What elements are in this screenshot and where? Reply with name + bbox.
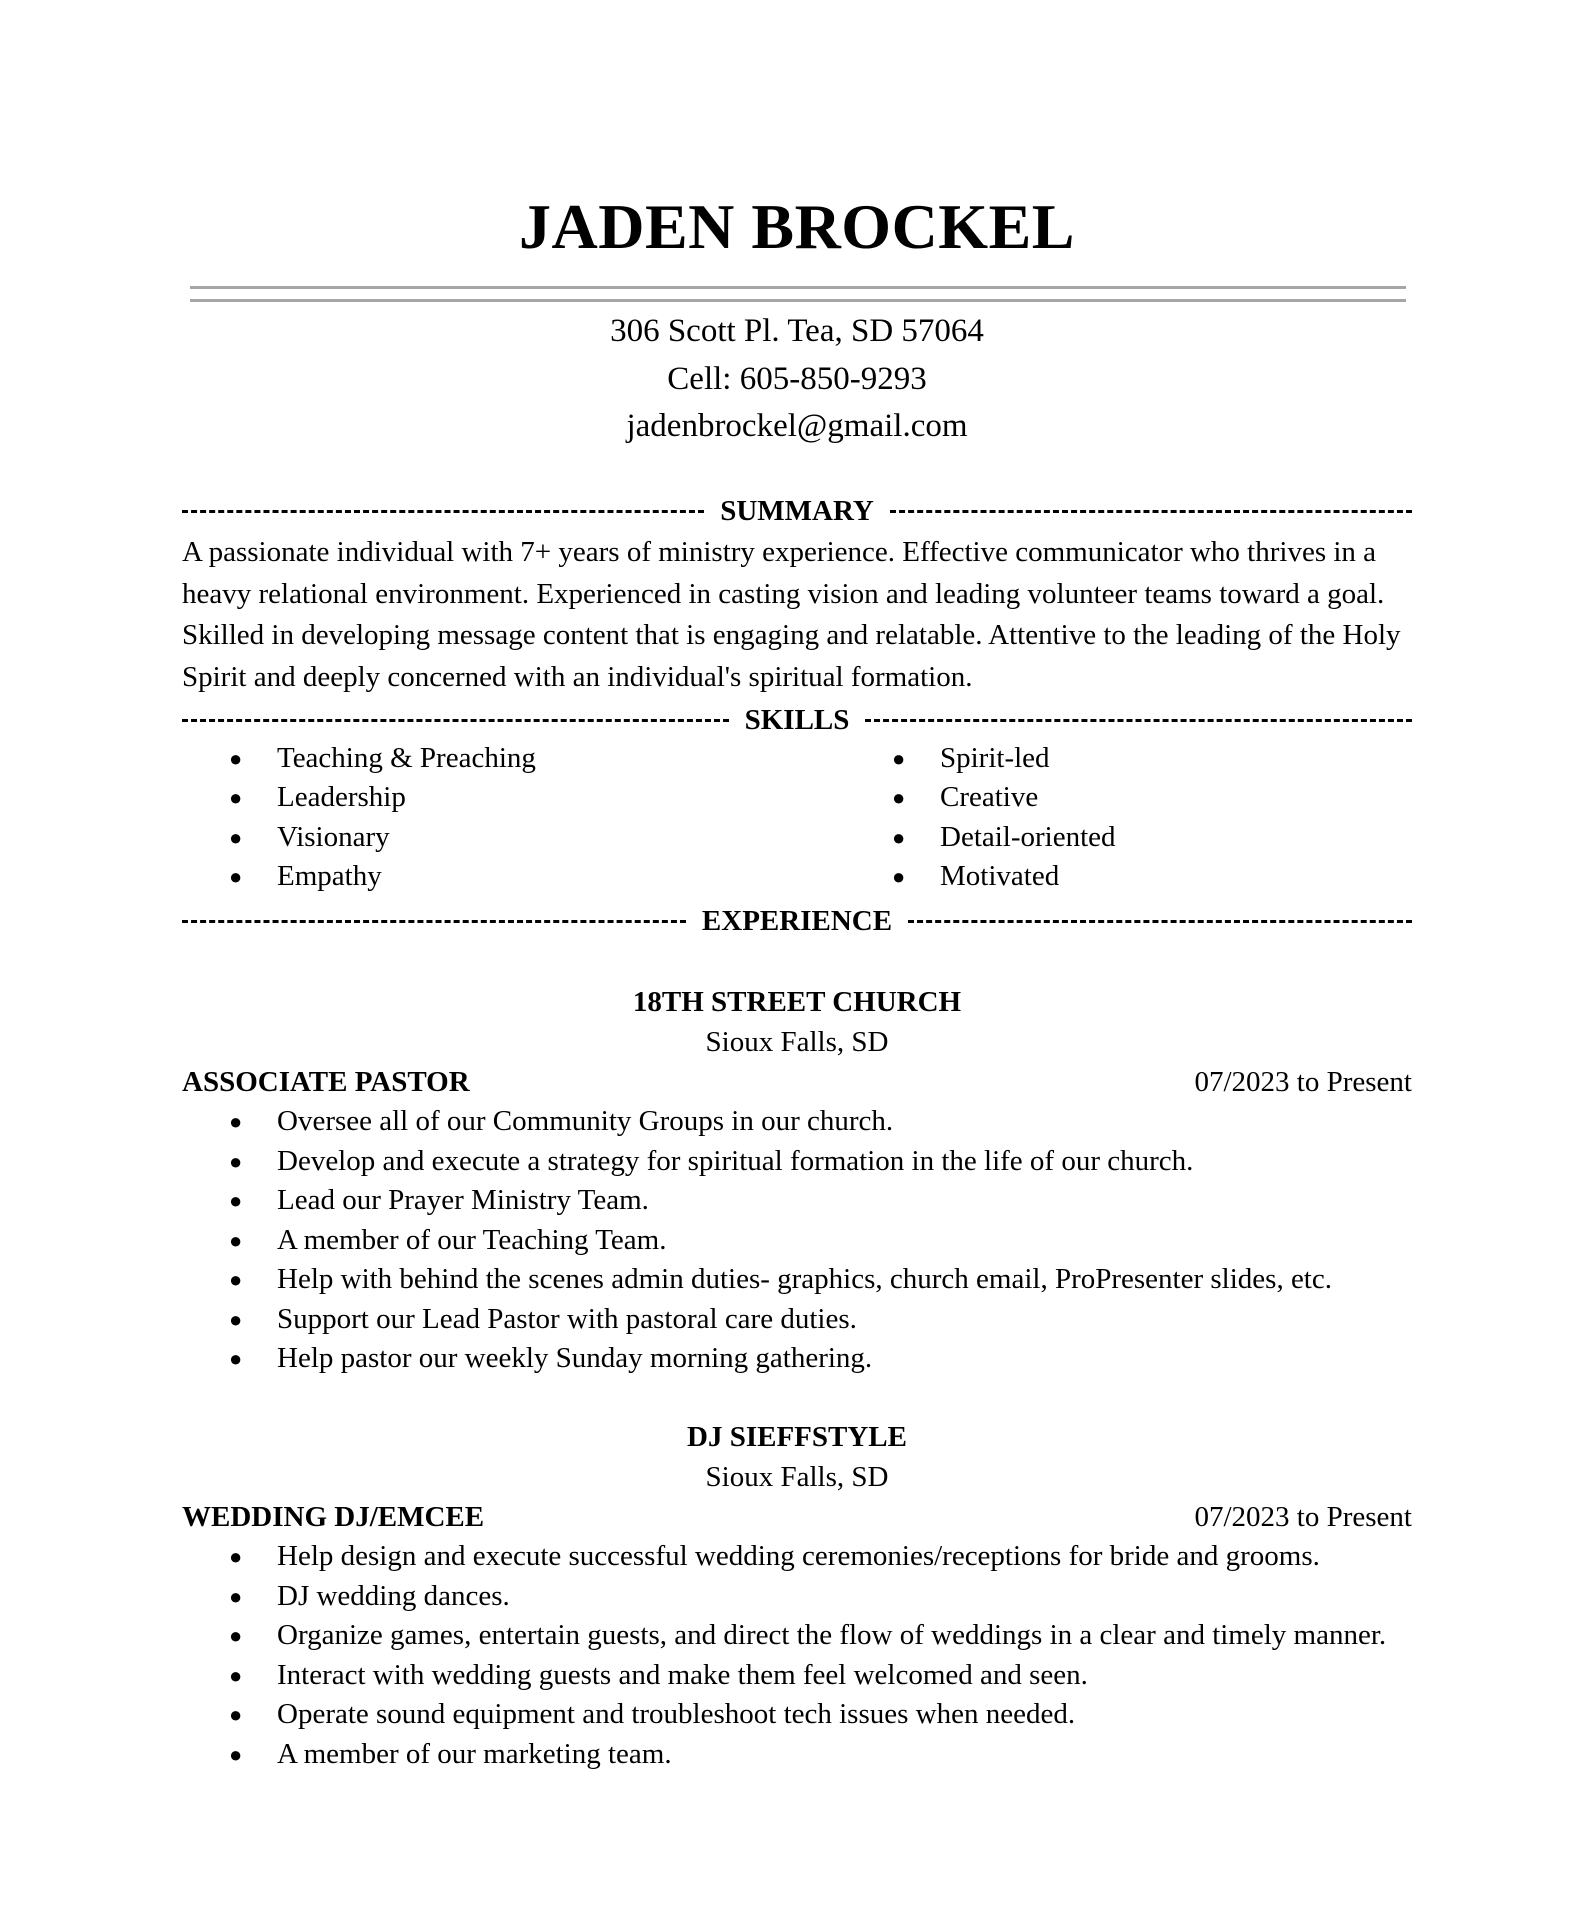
job-duty-item: ● Help with behind the scenes admin duties- graphics, church email, ProPresenter slides, etc.	[182, 1260, 1412, 1300]
divider-dash	[890, 510, 1412, 513]
divider-dash	[182, 510, 704, 513]
job-duty-item: ● Organize games, entertain guests, and direct the flow of weddings in a clear and timely manner.	[182, 1616, 1412, 1656]
skill-item: ● Detail-oriented	[845, 818, 1405, 857]
skills-list-left	[182, 739, 742, 896]
job-title: ASSOCIATE PASTOR	[182, 1066, 470, 1098]
job-location: Sioux Falls, SD	[705, 1461, 889, 1493]
divider-dash	[908, 920, 1412, 923]
job-duty-item: ● DJ wedding dances.	[182, 1577, 1412, 1617]
contact-address: 306 Scott Pl. Tea, SD 57064	[610, 313, 984, 349]
skill-item: ● Visionary	[182, 818, 742, 857]
skill-item: ● Teaching & Preaching	[182, 739, 742, 778]
job-duty-item: ● A member of our marketing team.	[182, 1735, 1412, 1775]
job-duty-item: ● Develop and execute a strategy for spiritual formation in the life of our church.	[182, 1142, 1412, 1182]
section-divider-summary	[182, 491, 1412, 531]
skill-item: ● Leadership	[182, 778, 742, 817]
job-duty-item: ● Operate sound equipment and troubleshoot tech issues when needed.	[182, 1695, 1412, 1735]
section-title-skills: SKILLS	[744, 703, 850, 736]
job-employer: DJ SIEFFSTYLE	[687, 1421, 907, 1453]
job-duty-item: ● Help design and execute successful wedding ceremonies/receptions for bride and grooms.	[182, 1537, 1412, 1577]
job-duty-item: ● Oversee all of our Community Groups in our church.	[182, 1102, 1412, 1142]
skill-item: ● Empathy	[182, 857, 742, 896]
section-divider-skills	[182, 700, 1412, 740]
divider-dash	[865, 719, 1412, 722]
contact-email: jadenbrockel@gmail.com	[626, 408, 968, 444]
job-employer: 18TH STREET CHURCH	[632, 986, 962, 1018]
job-duty-item: ● Help pastor our weekly Sunday morning gathering.	[182, 1339, 1412, 1379]
section-title-summary: SUMMARY	[720, 494, 874, 527]
job-duties-list	[182, 1537, 1412, 1774]
skill-item: ● Spirit-led	[845, 739, 1405, 778]
skill-item: ● Motivated	[845, 857, 1405, 896]
job-duty-item: ● Support our Lead Pastor with pastoral care duties.	[182, 1300, 1412, 1340]
contact-cell: Cell: 605-850-9293	[667, 361, 927, 397]
job-title-row	[182, 1497, 1412, 1537]
header-rule-bottom	[190, 299, 1406, 302]
job-location: Sioux Falls, SD	[705, 1026, 889, 1058]
header-rule-top	[190, 286, 1406, 289]
section-divider-experience	[182, 901, 1412, 941]
skill-item: ● Creative	[845, 778, 1405, 817]
job-title: WEDDING DJ/EMCEE	[182, 1501, 485, 1533]
job-duty-item: ● Interact with wedding guests and make them feel welcomed and seen.	[182, 1656, 1412, 1696]
resume-name: JADEN BROCKEL	[519, 191, 1075, 262]
job-title-row	[182, 1062, 1412, 1102]
job-dates: 07/2023 to Present	[1194, 1066, 1412, 1098]
job-duty-item: ● Lead our Prayer Ministry Team.	[182, 1181, 1412, 1221]
divider-dash	[182, 719, 729, 722]
section-title-experience: EXPERIENCE	[701, 904, 893, 937]
summary-text: A passionate individual with 7+ years of ministry experience. Effective communicator who thrives in a heavy relational environment. Experienced in casting vision and leading volunteer teams toward a goal. Skilled in developing message content that is engaging and relatable. Attentive to the leading of the Holy Spirit and deeply concerned with an individual's spiritual formation.	[182, 536, 1401, 693]
job-duty-item: ● A member of our Teaching Team.	[182, 1221, 1412, 1261]
divider-dash	[182, 920, 686, 923]
skills-list-right	[845, 739, 1405, 896]
job-duties-list	[182, 1102, 1412, 1379]
job-dates: 07/2023 to Present	[1194, 1501, 1412, 1533]
